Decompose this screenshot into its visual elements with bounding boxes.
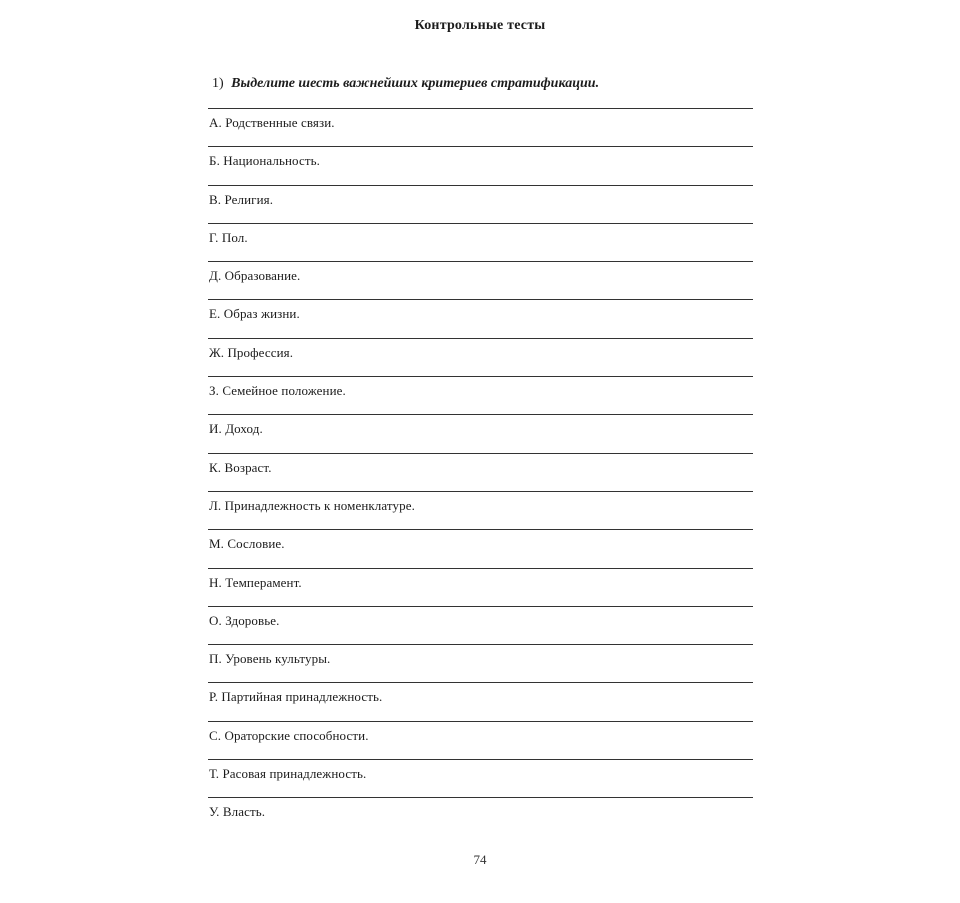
question-text: Выделите шесть важнейших критериев стратификации. xyxy=(231,76,600,91)
answer-option xyxy=(208,338,753,376)
answer-option xyxy=(208,108,753,146)
answer-options-list xyxy=(208,108,753,836)
page-title: Контрольные тесты xyxy=(414,18,546,33)
answer-option-label: Ж. Профессия. xyxy=(209,344,294,360)
answer-option-label: З. Семейное положение. xyxy=(209,383,346,399)
answer-option xyxy=(208,644,753,682)
answer-option-label: Е. Образ жизни. xyxy=(209,306,300,322)
answer-option-label: Г. Пол. xyxy=(209,229,248,245)
answer-option-label: П. Уровень культуры. xyxy=(209,651,331,667)
answer-option-label: К. Возраст. xyxy=(209,459,272,475)
answer-option xyxy=(208,414,753,452)
answer-option xyxy=(208,797,753,835)
answer-option-label: Б. Национальность. xyxy=(209,153,321,169)
answer-option xyxy=(208,261,753,299)
answer-option-label: Л. Принадлежность к номенклатуре. xyxy=(209,497,415,513)
answer-option xyxy=(208,529,753,567)
answer-option xyxy=(208,568,753,606)
answer-option xyxy=(208,606,753,644)
answer-option-label: У. Власть. xyxy=(209,804,266,820)
answer-option xyxy=(208,453,753,491)
answer-option-label: М. Сословие. xyxy=(209,536,285,552)
answer-option xyxy=(208,299,753,337)
answer-option-label: И. Доход. xyxy=(209,421,263,437)
page-number: 74 xyxy=(473,852,487,867)
answer-option-label: С. Ораторские способности. xyxy=(209,727,369,743)
answer-option xyxy=(208,376,753,414)
answer-option-label: Т. Расовая принадлежность. xyxy=(209,766,367,782)
question-number: 1) xyxy=(212,76,224,91)
answer-option xyxy=(208,491,753,529)
answer-option-label: В. Религия. xyxy=(209,191,274,207)
answer-option xyxy=(208,682,753,720)
answer-option xyxy=(208,759,753,797)
answer-option-label: Р. Партийная принадлежность. xyxy=(209,689,383,705)
answer-option-label: Н. Темперамент. xyxy=(209,574,302,590)
question xyxy=(212,76,752,92)
answer-option xyxy=(208,146,753,184)
answer-option-label: Д. Образование. xyxy=(209,268,301,284)
answer-option-label: О. Здоровье. xyxy=(209,612,280,628)
answer-option xyxy=(208,185,753,223)
answer-option xyxy=(208,223,753,261)
answer-option xyxy=(208,721,753,759)
answer-option-label: А. Родственные связи. xyxy=(209,115,335,130)
